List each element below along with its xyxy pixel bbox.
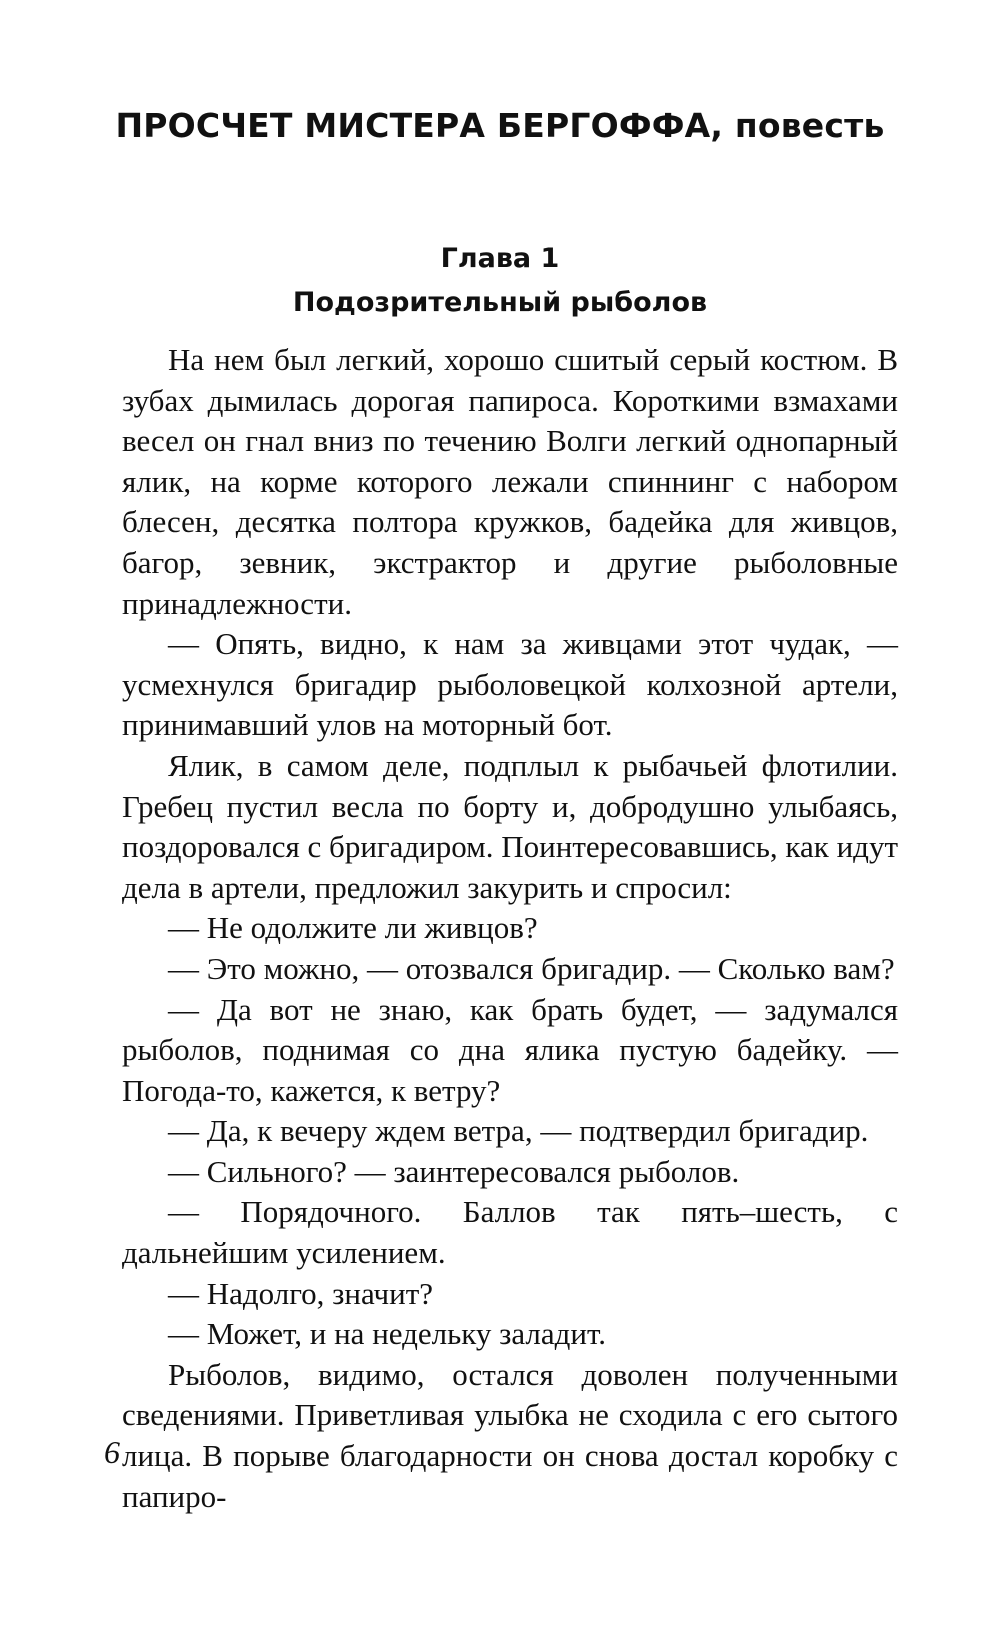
paragraph: — Это можно, — отозвался бригадир. — Сколько вам? (168, 950, 895, 986)
paragraph: — Сильного? — заинтересовался рыболов. (168, 1153, 740, 1189)
paragraph: На нем был легкий, хорошо сшитый серый костюм. В зубах дымилась дорогая папироса. Короткими взмахами весел он гнал вниз по течению Волги легкий однопарный ялик, на корме которого лежали спиннинг с набором блесен, десятка полтора кружков, бадейка для живцов, багор, зевник, экстрактор и другие рыболовные принадлежности. (122, 342, 898, 621)
paragraph: — Да, к вечеру ждем ветра, — подтвердил бригадир. (168, 1113, 869, 1149)
chapter-number: Глава 1 (440, 243, 560, 274)
paragraph: — Надолго, значит? (168, 1275, 434, 1311)
paragraph: — Опять, видно, к нам за живцами этот чудак, — усмехнулся бригадир рыболовецкой колхозной артели, принимавший улов на моторный бот. (122, 626, 898, 743)
paragraph: — Не одолжите ли живцов? (168, 910, 538, 946)
paragraph: — Может, и на недельку заладит. (168, 1316, 606, 1352)
paragraph: Рыболов, видимо, остался доволен полученными сведениями. Приветливая улыбка не сходила с его сытого лица. В порыве благодарности он снова достал коробку с папиро- (122, 1356, 898, 1514)
paragraph: — Да вот не знаю, как брать будет, — задумался рыболов, поднимая со дна ялика пустую бадейку. — Погода-то, кажется, к ветру? (122, 991, 898, 1108)
body-text (122, 340, 898, 1517)
book-title: ПРОСЧЕТ МИСТЕРА БЕРГОФФА, повесть (115, 106, 885, 145)
paragraph: Ялик, в самом деле, подплыл к рыбачьей флотилии. Гребец пустил весла по борту и, добродушно улыбаясь, поздоровался с бригадиром. Поинтересовавшись, как идут дела в артели, предложил закурить и спросил: (122, 747, 898, 905)
chapter-title: Подозрительный рыболов (292, 287, 708, 318)
page-number: 6 (104, 1434, 120, 1470)
paragraph: — Порядочного. Баллов так пять–шесть, с дальнейшим усилением. (122, 1194, 898, 1271)
